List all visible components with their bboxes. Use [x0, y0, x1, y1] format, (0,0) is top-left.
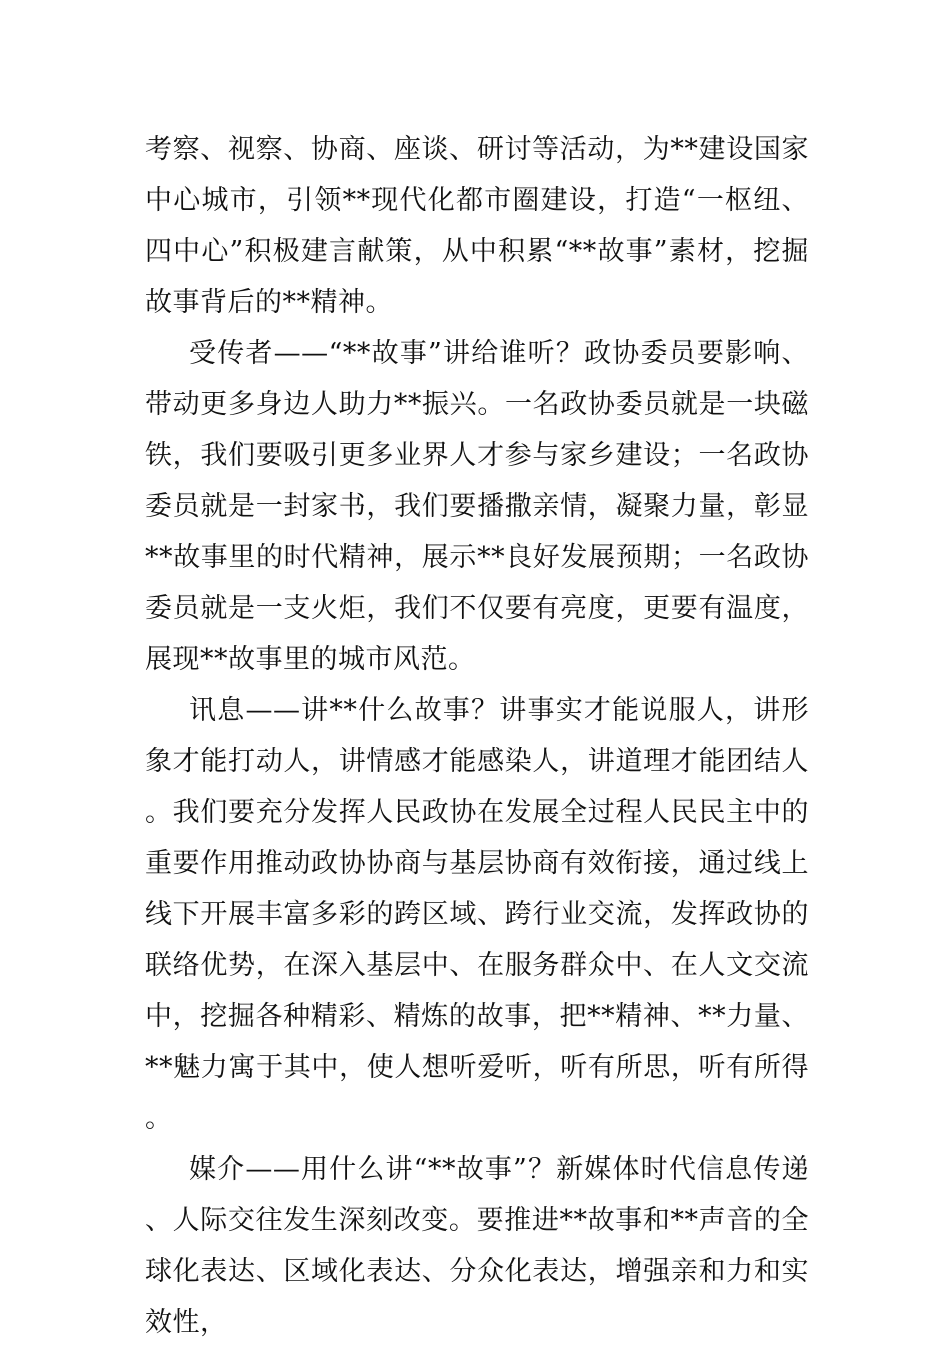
paragraph-3: 讯息——讲**什么故事？讲事实才能说服人，讲形象才能打动人，讲情感才能感染人，讲道理才能团结人。我们要充分发挥人民政协在发展全过程人民民主中的重要作用推动政协协商与基层协商有效衔接，通过线上线下开展丰富多彩的跨区域、跨行业交流，发挥政协的联络优势，在深入基层中、在服务群众中、在人文交流中，挖掘各种精彩、精炼的故事，把**精神、**力量、**魅力寓于其中，使人想听爱听，听有所思，听有所得。: [145, 695, 809, 1134]
document-body: [145, 124, 809, 1348]
paragraph-4: 媒介——用什么讲“**故事”？新媒体时代信息传递、人际交往发生深刻改变。要推进**故事和**声音的全球化表达、区域化表达、分众化表达，增强亲和力和实效性，: [145, 1154, 809, 1338]
paragraph-1: 考察、视察、协商、座谈、研讨等活动，为**建设国家中心城市，引领**现代化都市圈建设，打造“一枢纽、四中心”积极建言献策，从中积累“**故事”素材，挖掘故事背后的**精神。: [145, 134, 809, 318]
paragraph-2: 受传者——“**故事”讲给谁听？政协委员要影响、带动更多身边人助力**振兴。一名政协委员就是一块磁铁，我们要吸引更多业界人才参与家乡建设；一名政协委员就是一封家书，我们要播撒亲情，凝聚力量，彰显**故事里的时代精神，展示**良好发展预期；一名政协委员就是一支火炬，我们不仅要有亮度，更要有温度，展现**故事里的城市风范。: [145, 338, 809, 675]
